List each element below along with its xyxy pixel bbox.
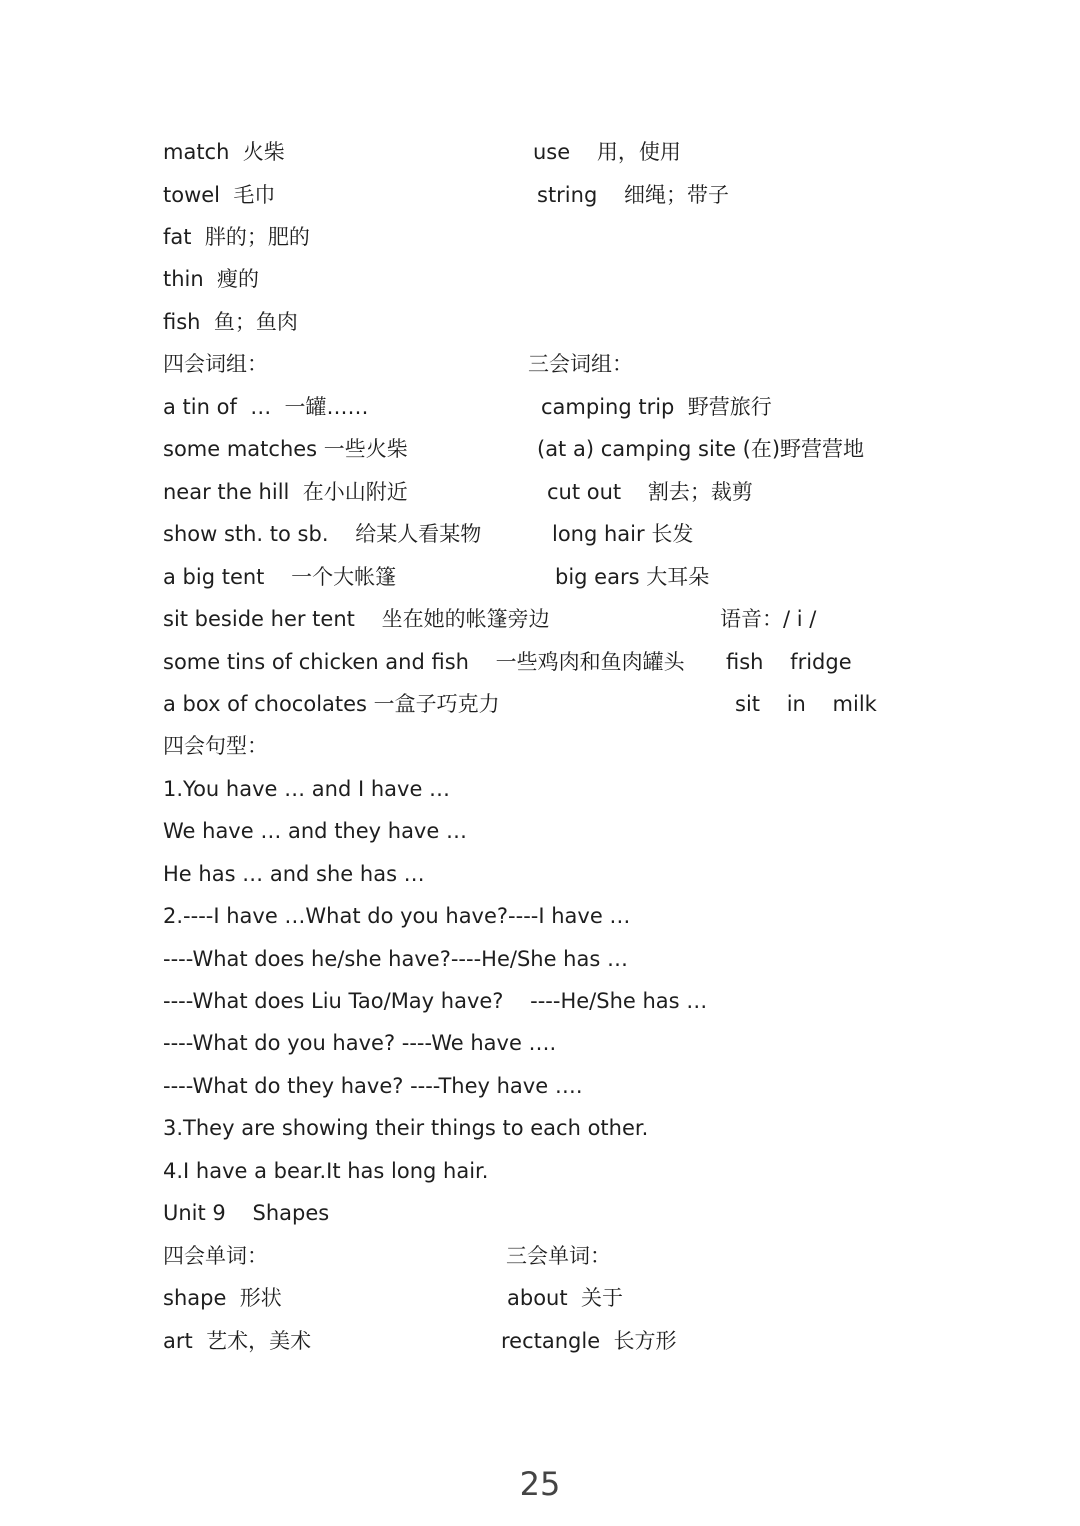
phrase-line-right: cut out 割去；裁剪 xyxy=(547,480,753,504)
phrase-line-right: big ears 大耳朵 xyxy=(555,565,710,589)
phrase-line: a big tent 一个大帐篷 xyxy=(163,565,397,589)
sentence-line: 2.----I have …What do you have?----I have … xyxy=(163,904,631,928)
sentence-line: ----What do they have? ----They have …. xyxy=(163,1074,583,1098)
vocab-line-right: string 细绳；带子 xyxy=(537,183,729,207)
phrase-line: a tin of … 一罐…… xyxy=(163,395,369,419)
section-heading: 四会句型： xyxy=(163,734,268,758)
vocab-line: towel 毛巾 xyxy=(163,183,276,207)
vocab-line: thin 瘦的 xyxy=(163,267,260,291)
section-heading: 四会单词： xyxy=(163,1244,268,1268)
phonics-words: sit in milk xyxy=(735,692,877,716)
phrase-line: a box of chocolates 一盒子巧克力 xyxy=(163,692,500,716)
vocab-line-right: use 用，使用 xyxy=(533,140,681,164)
phrase-line: some matches 一些火柴 xyxy=(163,437,408,461)
sentence-line: 1.You have … and I have … xyxy=(163,777,451,801)
phonics-words: fish fridge xyxy=(726,650,852,674)
section-heading: 四会词组： xyxy=(163,352,268,376)
phrase-line: some tins of chicken and fish 一些鸡肉和鱼肉罐头 xyxy=(163,650,685,674)
sentence-line: We have … and they have … xyxy=(163,819,467,843)
vocab-line: art 艺术，美术 xyxy=(163,1329,312,1353)
phrase-line: sit beside her tent 坐在她的帐篷旁边 xyxy=(163,607,550,631)
vocab-line: match 火柴 xyxy=(163,140,285,164)
unit-title: Unit 9 Shapes xyxy=(163,1201,330,1225)
vocab-line-right: rectangle 长方形 xyxy=(501,1329,677,1353)
phrase-line-right: long hair 长发 xyxy=(552,522,694,546)
sentence-line: ----What do you have? ----We have …. xyxy=(163,1031,557,1055)
phrase-line: show sth. to sb. 给某人看某物 xyxy=(163,522,482,546)
sentence-line: He has … and she has … xyxy=(163,862,425,886)
phonics-heading: 语音：/ i / xyxy=(720,607,817,631)
sentence-line: 3.They are showing their things to each other. xyxy=(163,1116,649,1140)
page-number: 25 xyxy=(519,1465,561,1503)
vocab-line: fat 胖的；肥的 xyxy=(163,225,310,249)
vocab-line-right: about 关于 xyxy=(507,1286,623,1310)
vocab-line: shape 形状 xyxy=(163,1286,282,1310)
vocab-line: fish 鱼；鱼肉 xyxy=(163,310,298,334)
phrase-line-right: camping trip 野营旅行 xyxy=(541,395,772,419)
section-heading: 三会单词： xyxy=(506,1244,611,1268)
phrase-line: near the hill 在小山附近 xyxy=(163,480,408,504)
sentence-line: ----What does he/she have?----He/She has … xyxy=(163,947,628,971)
sentence-line: 4.I have a bear.It has long hair. xyxy=(163,1159,489,1183)
phrase-line-right: (at a) camping site (在)野营营地 xyxy=(537,437,865,461)
sentence-line: ----What does Liu Tao/May have? ----He/She has … xyxy=(163,989,708,1013)
section-heading: 三会词组： xyxy=(528,352,633,376)
